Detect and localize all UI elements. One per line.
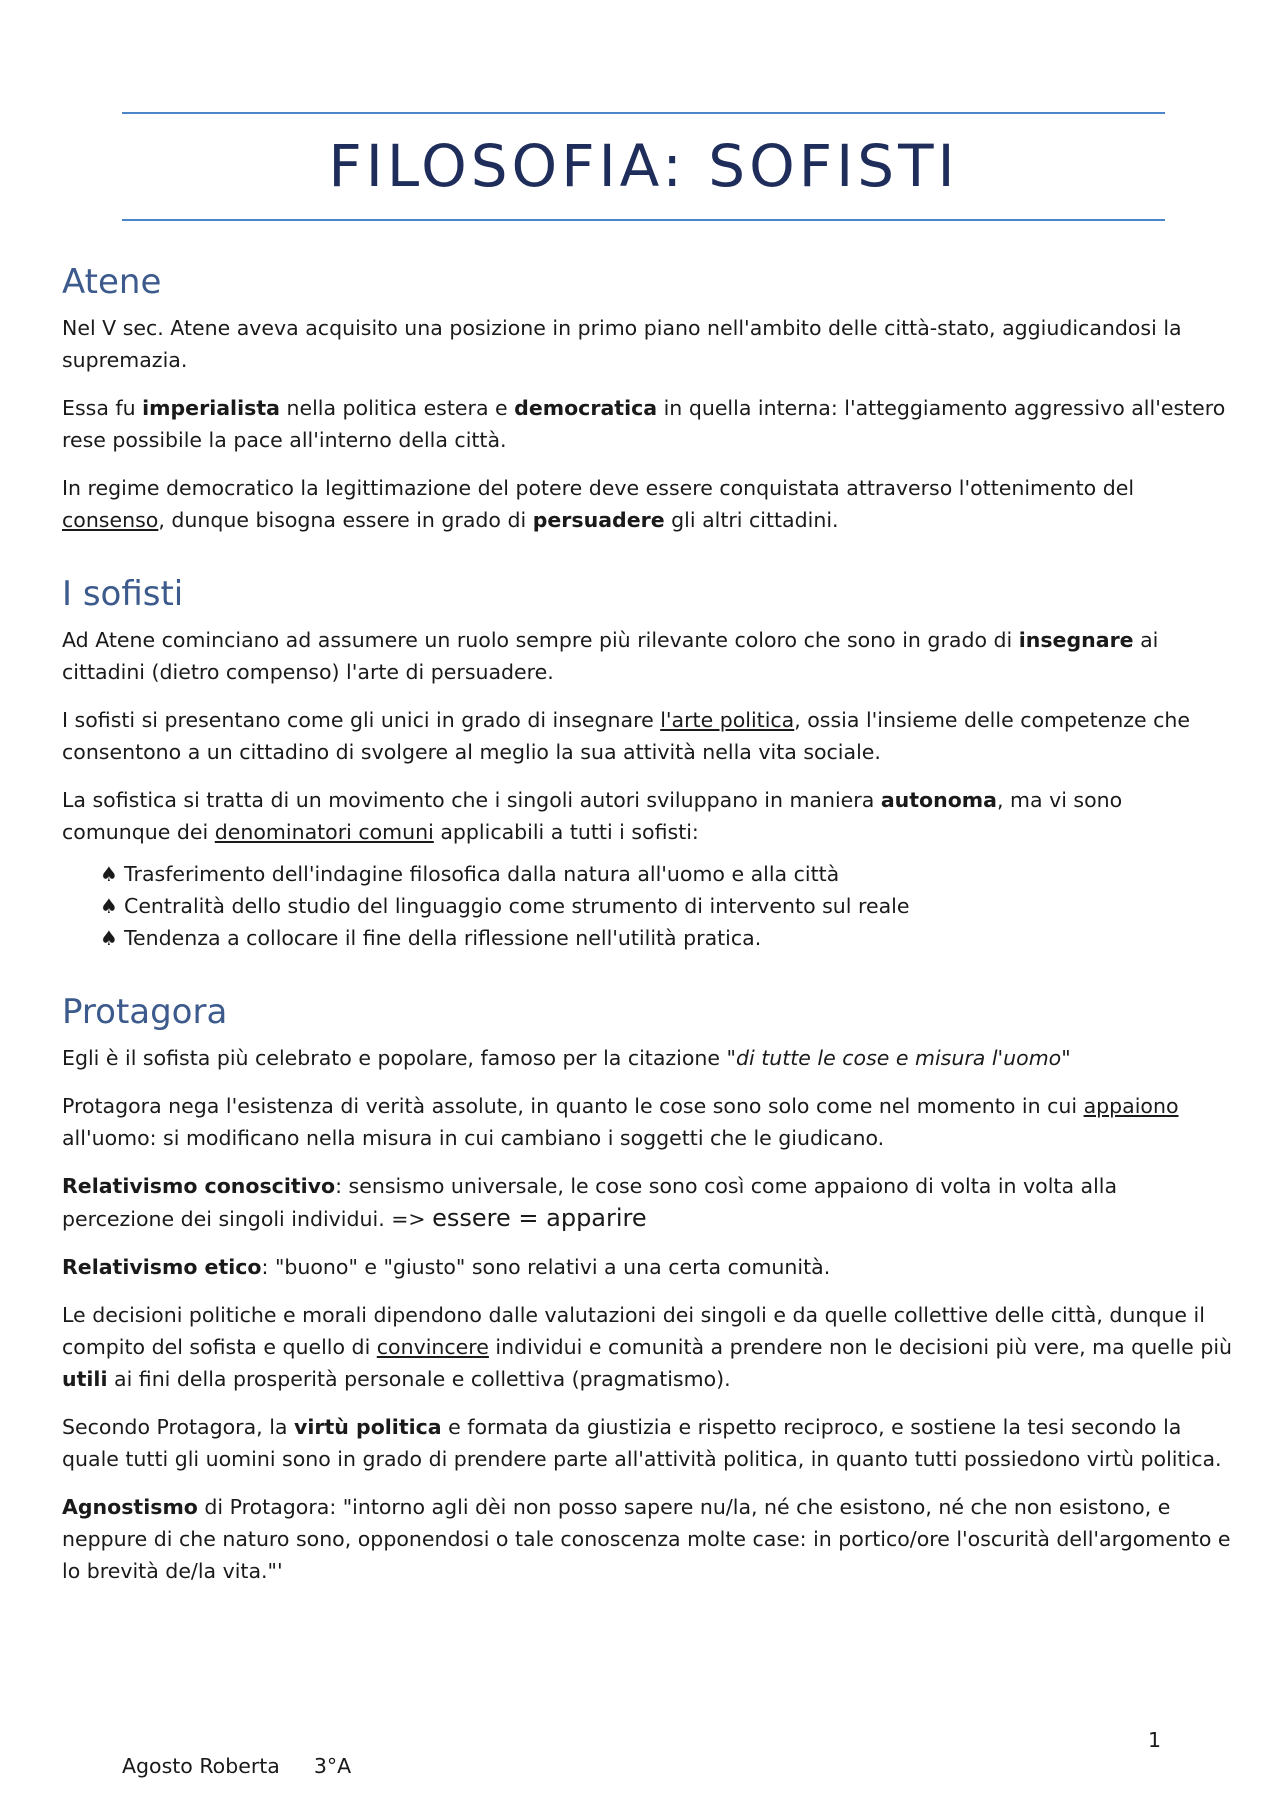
spade-bullet-icon: ♠	[100, 862, 118, 886]
paragraph	[62, 392, 1232, 456]
underlined-term: l'arte politica	[660, 708, 795, 732]
section-heading: Atene	[62, 262, 162, 302]
text: Le decisioni politiche e morali dipendono dalle valutazioni dei singoli e da quelle collettive delle città, dunque il compito del sofista e quello di	[62, 1303, 1205, 1359]
bold-term: Relativismo conoscitivo	[62, 1174, 336, 1198]
underlined-term: convincere	[376, 1335, 489, 1359]
paragraph	[62, 1042, 1232, 1074]
spade-bullet-icon: ♠	[100, 926, 118, 950]
section-protagora	[62, 988, 1232, 1587]
text: Egli è il sofista più celebrato e popolare, famoso per la citazione "	[62, 1046, 736, 1070]
bold-term: autonoma	[880, 788, 997, 812]
text: "	[1061, 1046, 1071, 1070]
bold-term: imperialista	[142, 396, 280, 420]
text: nella politica estera e	[279, 396, 515, 420]
text: ai fini della prosperità personale e collettiva (pragmatismo).	[107, 1367, 731, 1391]
bold-term: utili	[62, 1367, 108, 1391]
text: In regime democratico la legittimazione del potere deve essere conquistata attraverso l'ottenimento del	[62, 476, 1135, 500]
text: I sofisti si presentano come gli unici in grado di insegnare	[62, 708, 661, 732]
text: Protagora nega l'esistenza di verità assolute, in quanto le cose sono solo come nel momento in cui	[62, 1094, 1084, 1118]
text: , ma vi sono comunque dei	[62, 788, 1123, 844]
section-sofisti	[62, 570, 1232, 954]
text: Secondo Protagora, la	[62, 1415, 294, 1439]
bold-term: insegnare	[1018, 628, 1134, 652]
footer	[122, 1750, 351, 1782]
bold-term: Agnostismo	[62, 1495, 198, 1519]
bold-term: democratica	[514, 396, 658, 420]
text: ai cittadini (dietro compenso) l'arte di persuadere.	[62, 628, 1159, 684]
spade-bullet-icon: ♠	[100, 894, 118, 918]
text: La sofistica si tratta di un movimento che i singoli autori sviluppano in maniera	[62, 788, 881, 812]
list-item	[100, 922, 1232, 954]
text: e formata da giustizia e rispetto reciproco, e sostiene la tesi secondo la quale tutti gli uomini sono in grado di prendere parte all'attività politica, in quanto tutti possiedono virtù politica.	[62, 1415, 1222, 1471]
paragraph	[62, 472, 1232, 536]
paragraph	[62, 624, 1232, 688]
text: Ad Atene cominciano ad assumere un ruolo sempre più rilevante coloro che sono in grado di	[62, 628, 1019, 652]
text: di Protagora: "intorno agli dèi non posso sapere nu/la, né che esistono, né che non esistono, e neppure di che naturo sono, opponendosi o tale conoscenza molte case: in portico/ore l'oscurità dell'argomento e lo brevità de/la vita."'	[62, 1495, 1231, 1583]
text: Essa fu	[62, 396, 143, 420]
page-number: 1	[1148, 1728, 1162, 1752]
text: , ossia l'insieme delle competenze che consentono a un cittadino di svolgere al meglio la sua attività nella vita sociale.	[62, 708, 1191, 764]
paragraph	[62, 1411, 1232, 1475]
list-item	[100, 890, 1232, 922]
underlined-term: denominatori comuni	[214, 820, 434, 844]
bullet-list	[62, 858, 1232, 954]
underlined-term: appaiono	[1083, 1094, 1179, 1118]
footer-class: 3°A	[313, 1754, 352, 1778]
bold-term: virtù politica	[293, 1415, 442, 1439]
bold-term: Relativismo etico	[62, 1255, 262, 1279]
paragraph	[62, 704, 1232, 768]
list-item-text: Centralità dello studio del linguaggio come strumento di intervento sul reale	[124, 894, 910, 918]
document-body	[62, 258, 1232, 1621]
paragraph	[62, 1090, 1232, 1154]
section-atene	[62, 258, 1232, 536]
page-title: FILOSOFIA: SOFISTI	[328, 132, 959, 200]
italic-quote: di tutte le cose e misura l'uomo	[735, 1046, 1062, 1070]
paragraph	[62, 1251, 1232, 1283]
paragraph	[62, 784, 1232, 848]
paragraph	[62, 1170, 1232, 1235]
footer-author: Agosto Roberta	[122, 1754, 280, 1778]
paragraph	[62, 1491, 1232, 1587]
text: individui e comunità a prendere non le decisioni più vere, ma quelle più	[488, 1335, 1233, 1359]
paragraph: Nel V sec. Atene aveva acquisito una posizione in primo piano nell'ambito delle città-stato, aggiudicandosi la supremazia.	[62, 316, 1182, 372]
underlined-term: consenso	[62, 508, 159, 532]
paragraph	[62, 1299, 1232, 1395]
section-heading: Protagora	[62, 992, 228, 1032]
section-heading: I sofisti	[62, 574, 184, 614]
list-item	[100, 858, 1232, 890]
title-bottom-rule	[122, 219, 1165, 221]
text: all'uomo: si modificano nella misura in cui cambiano i soggetti che le giudicano.	[62, 1126, 885, 1150]
formula-text: essere = apparire	[432, 1204, 647, 1232]
text: in quella interna: l'atteggiamento aggressivo all'estero rese possibile la pace all'interno della città.	[62, 396, 1226, 452]
text: : "buono" e "giusto" sono relativi a una certa comunità.	[261, 1255, 831, 1279]
text: gli altri cittadini.	[664, 508, 839, 532]
text: : sensismo universale, le cose sono così come appaiono di volta in volta alla percezione dei singoli individui. =>	[62, 1174, 1118, 1231]
list-item-text: Trasferimento dell'indagine filosofica dalla natura all'uomo e alla città	[124, 862, 840, 886]
bold-term: persuadere	[532, 508, 665, 532]
list-item-text: Tendenza a collocare il fine della riflessione nell'utilità pratica.	[124, 926, 762, 950]
title-top-rule	[122, 112, 1165, 114]
text: , dunque bisogna essere in grado di	[158, 508, 533, 532]
text: applicabili a tutti i sofisti:	[433, 820, 699, 844]
